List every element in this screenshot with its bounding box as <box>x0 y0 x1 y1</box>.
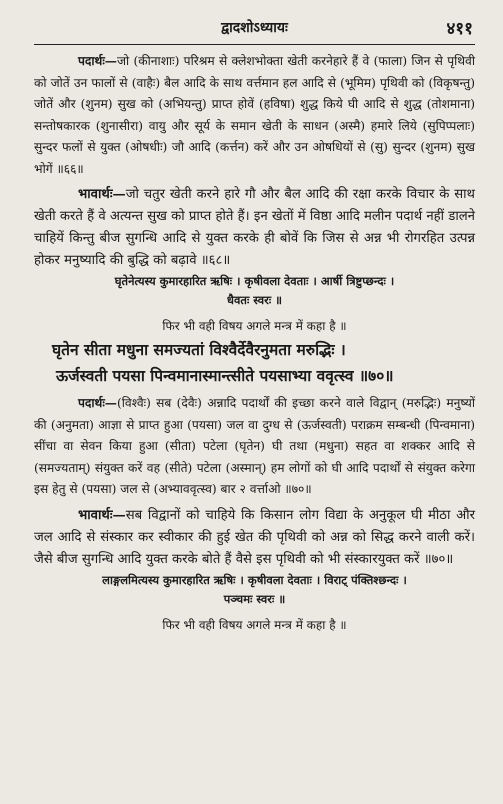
bhavartha-paragraph-69 <box>34 184 475 272</box>
bhavartha-label: भावार्थः— <box>78 187 126 202</box>
swar-line-70: धैवतः स्वरः ॥ <box>226 293 283 307</box>
mantra-line-1: घृतेन सीता मधुना समज्यतां विश्वैर्देवैरनुमता मरुद्भिः । <box>52 340 346 359</box>
padartha-paragraph-69 <box>34 51 475 180</box>
bhavartha-text: सब विद्वानों को चाहिये कि किसान लोग विद्या के अनुकूल घी मीठा और जल आदि से संस्कार कर स्वीकार की हुई खेत की पृथिवी को अन्न को सिद्ध करने वाली करें। जैसे बीज सुगन्धि आदि युक्त करके बोते हैं वैसे इस पृथिवी को भी संस्कारयुक्त करें ॥७०॥ <box>34 507 475 567</box>
padartha-label: पदार्थः— <box>78 396 117 410</box>
mantra-intro-70: फिर भी वही विषय अगले मन्त्र में कहा है ॥ <box>162 319 347 333</box>
mantra-intro-71: फिर भी वही विषय अगले मन्त्र में कहा है ॥ <box>162 617 347 632</box>
padartha-label: पदार्थः— <box>78 54 117 68</box>
swar-line-71: पञ्चमः स्वरः ॥ <box>223 591 286 606</box>
chapter-title: द्वादशोऽध्यायः <box>221 20 288 36</box>
bhavartha-text: जो चतुर खेती करने हारे गौ और बैल आदि की रक्षा करके विचार के साथ खेती करते हैं वे अत्यन्त सुख को प्राप्त होते हैं। इन खेतों में विष्ठा आदि मलीन पदार्थ नहीं डालने चाहियें किन्तु बीज सुगन्धि आदि से युक्त करके ही बोवें कि जिस से अन्न भी रोगरहित उत्पन्न होकर मनुष्यादि की बुद्धि को बढ़ावे ॥६८॥ <box>34 187 475 268</box>
padartha-paragraph-70 <box>34 393 475 501</box>
rishi-devata-line-70: घृतेनेत्यस्य कुमारहारित ऋषिः । कृषीवला देवताः । आर्षी त्रिष्टुप्छन्दः । <box>114 274 395 288</box>
bhavartha-label: भावार्थः— <box>78 507 126 523</box>
padartha-text: (विश्वैः) सब (देवैः) अन्नादि पदार्थों की इच्छा करने वाले विद्वान् (मरुद्भिः) मनुष्यों की (अनुमता) आज्ञा से प्राप्त हुआ (पयसा) जल वा दुग्ध से (ऊर्जस्वती) पराक्रम सम्बन्धी (पिन्वमाना) सींचा वा सेवन किया हुआ (सीता) पटेला (घृतेन) घी तथा (मधुना) सहत वा शक्कर आदि से (समज्यताम्) संयुक्त करें वह (सीते) पटेला (अस्मान्) हम लोगों को घी आदि पदार्थों से संयुक्त करेगा इस हेतु से (पयसा) जल से (अभ्याववृत्स्व) बार २ वर्त्ताओ ॥७०॥ <box>34 396 475 496</box>
padartha-text: जो (कीनाशाः) परिश्रम से क्लेशभोक्ता खेती करनेहारे हैं वे (फाला) जिन से पृथिवी को जोतें उन फालों से (वाहैः) बैल आदि के साथ वर्त्तमान हल आदि से (भूमिम) पृथिवी को (विकृषन्तु) जोतें और (शुनम) सुख को (अभियन्तु) प्राप्त होवें (हविषा) शुद्ध किये घी आदि से शुद्ध (तोशमाना) सन्तोषकारक (शुनासीरा) वायु और सूर्य के समान खेती के साधन (अस्मै) हमारे लिये (सुपिप्पलाः) सुन्दर फलों से युक्त (ओषधीः) जौ आदि (कर्त्तन) करें और उन ओषधियों से (सु) सुन्दर (शुनम) सुख भोगें ॥६६॥ <box>34 54 475 176</box>
page-number: ४११ <box>446 19 473 39</box>
rishi-devata-line-71: लाङ्गलमित्यस्य कुमारहारित ऋषिः । कृषीवला देवताः । विराट् पंक्तिश्छन्दः । <box>102 572 407 587</box>
mantra-line-2: ऊर्जस्वती पयसा पिन्वमानास्मान्त्सीते पयसाभ्या ववृत्स्व ॥७०॥ <box>56 366 394 385</box>
page-header <box>34 14 475 45</box>
bhavartha-paragraph-70 <box>34 505 475 571</box>
